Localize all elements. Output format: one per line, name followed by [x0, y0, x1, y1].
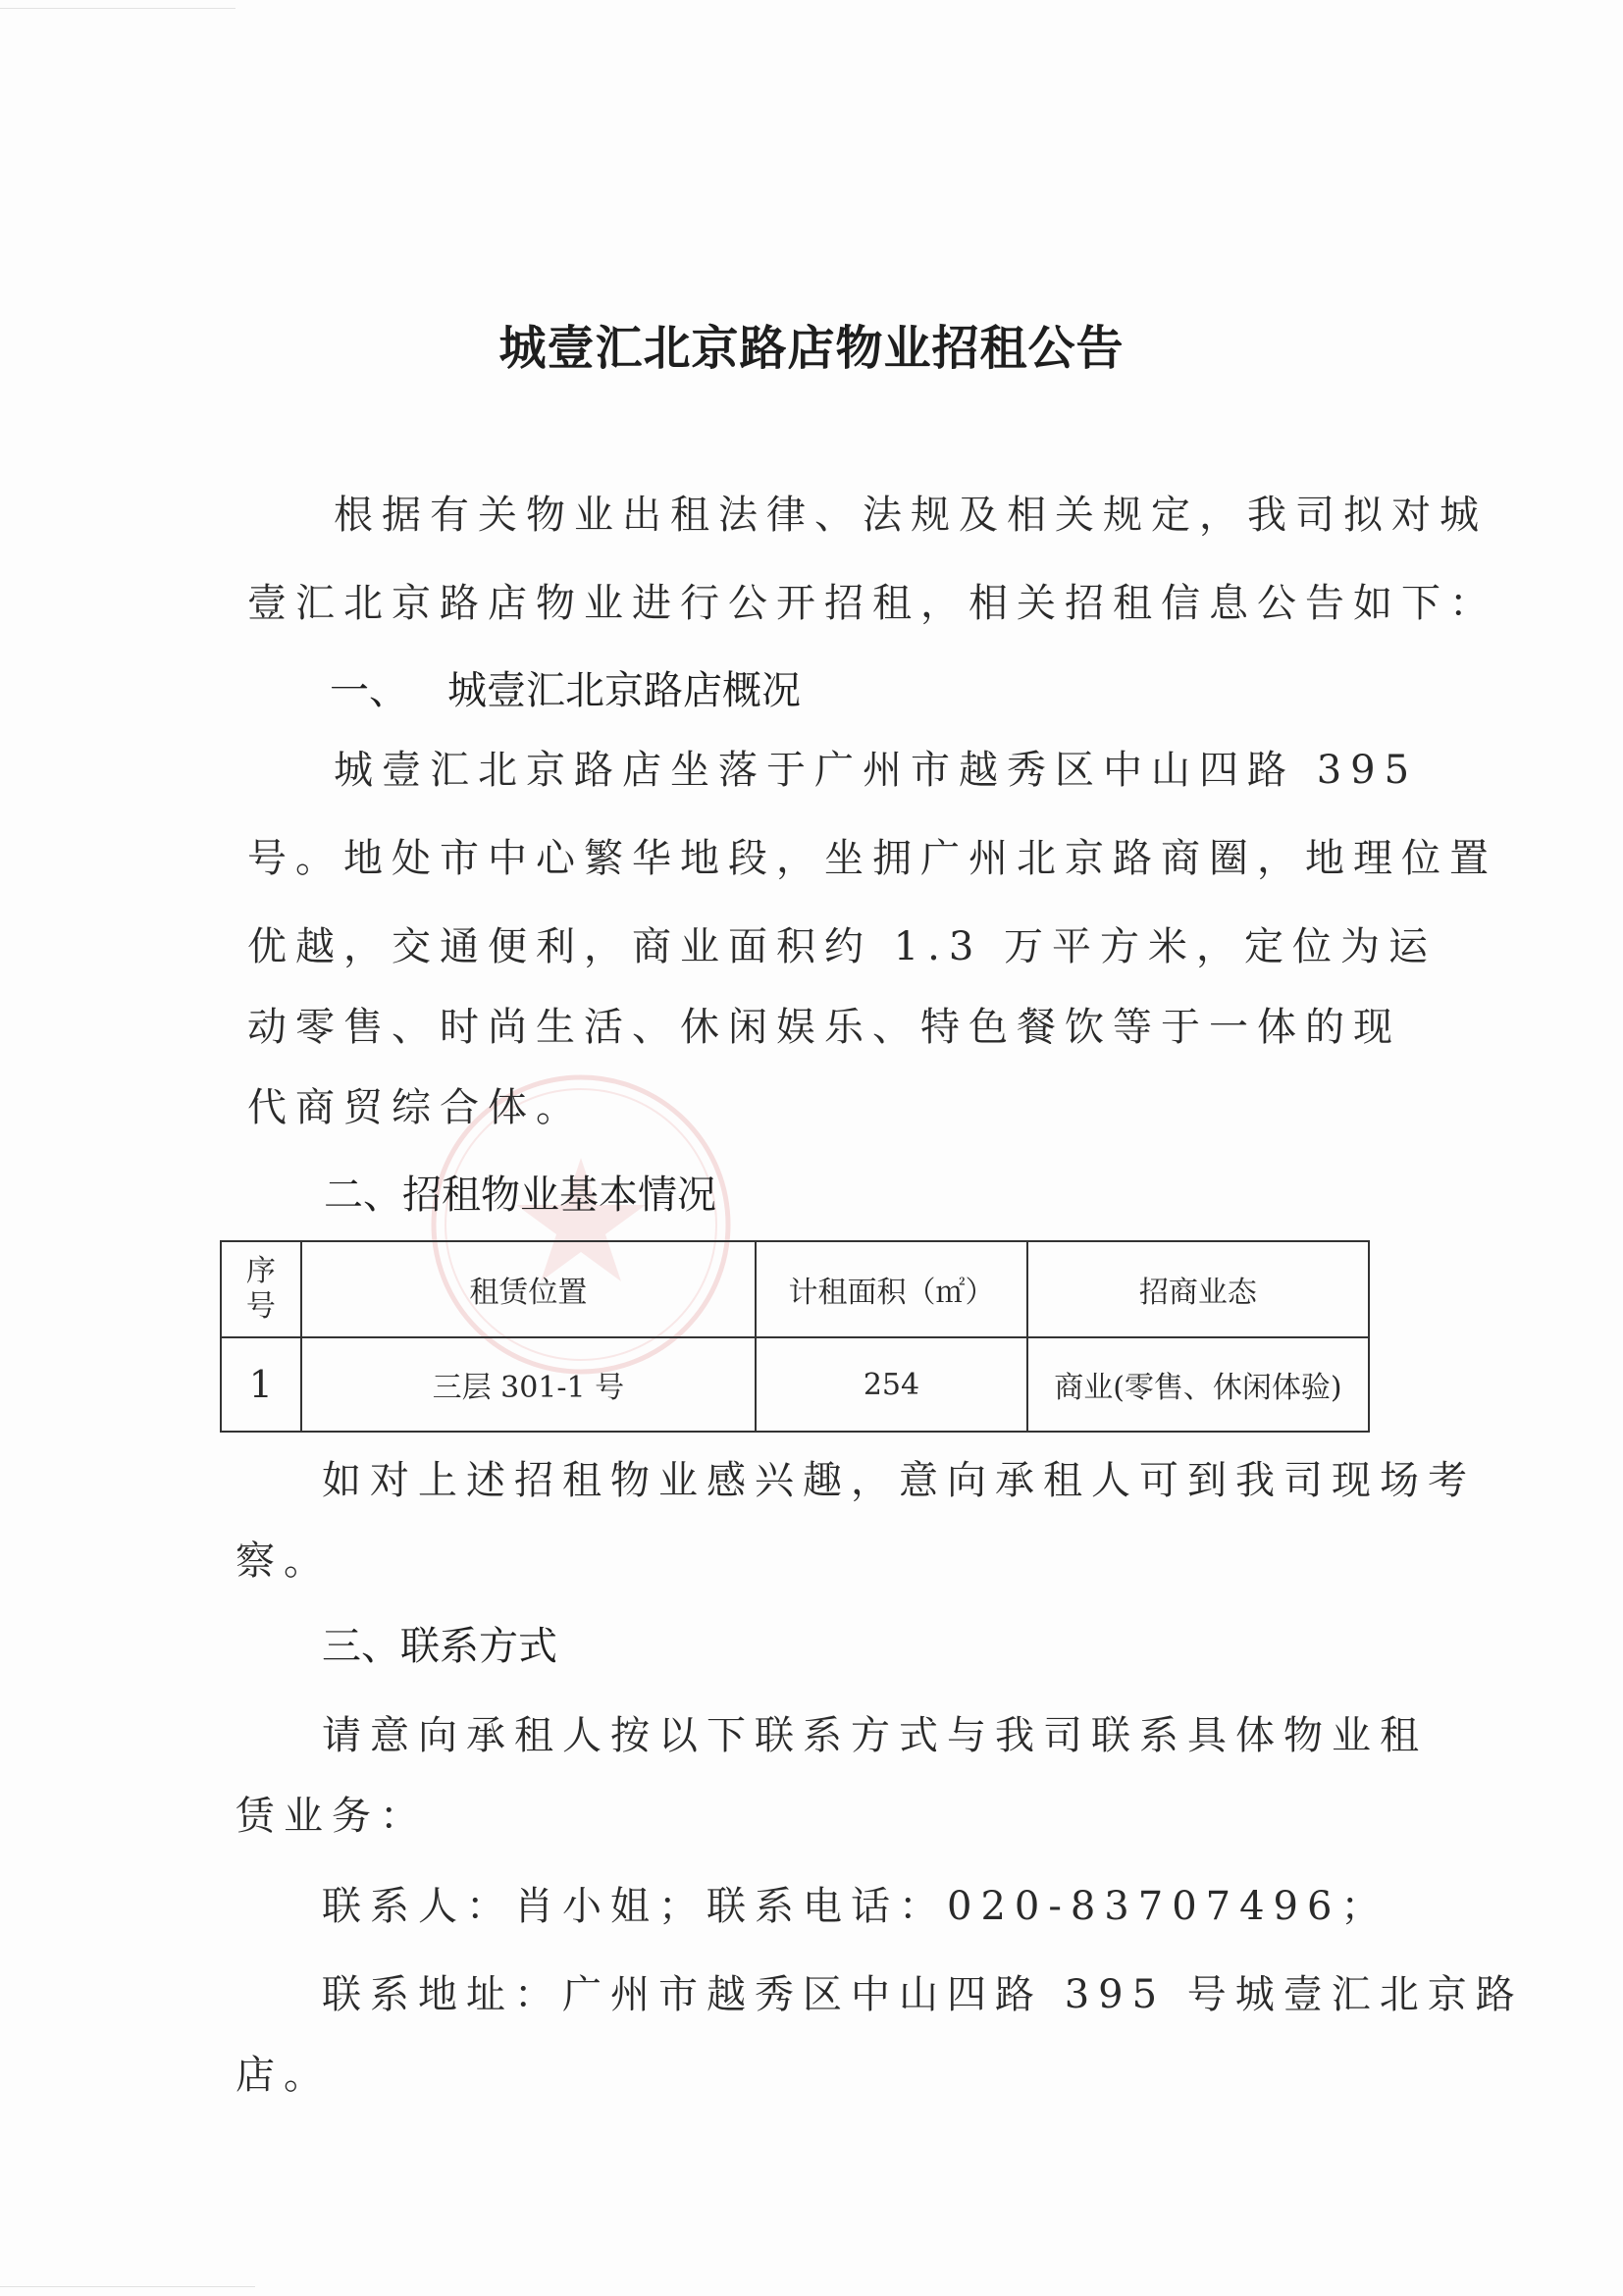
section-heading-property: 二、招租物业基本情况: [324, 1173, 716, 1218]
header-business-type: 招商业态: [1027, 1241, 1369, 1337]
header-area: 计租面积（㎡）: [756, 1241, 1027, 1337]
lease-property-table: [220, 1240, 1370, 1433]
table-row: [221, 1337, 1369, 1432]
overview-line: 号。地处市中心繁华地段，坐拥广州北京路商圈，地理位置: [247, 836, 1497, 881]
scan-edge-mark: [0, 8, 236, 9]
overview-line: 优越，交通便利，商业面积约 1.3 万平方米，定位为运: [247, 924, 1438, 969]
cell-location: 三层 301-1 号: [301, 1337, 756, 1432]
header-seq: 序号: [221, 1241, 301, 1337]
section-heading-overview: [330, 661, 801, 720]
interest-line: 察。: [236, 1539, 332, 1584]
notice-title: 城壹汇北京路店物业招租公告: [498, 321, 1125, 376]
section-number: 一、: [330, 668, 408, 713]
table-header-row: [221, 1241, 1369, 1337]
overview-line: 代商贸综合体。: [247, 1085, 584, 1130]
contact-person-line: 联系人：肖小姐；联系电话：020-83707496；: [322, 1884, 1389, 1929]
section-title: 城壹汇北京路店概况: [447, 668, 801, 713]
interest-line: 如对上述招租物业感兴趣，意向承租人可到我司现场考: [322, 1458, 1476, 1503]
contact-address-line: 店。: [236, 2053, 332, 2098]
contact-address-line: 联系地址：广州市越秀区中山四路 395 号城壹汇北京路: [322, 1972, 1524, 2017]
intro-line: 根据有关物业出租法律、法规及相关规定，我司拟对城: [334, 493, 1488, 538]
overview-line: 城壹汇北京路店坐落于广州市越秀区中山四路 395: [334, 748, 1419, 793]
cell-area: 254: [756, 1337, 1027, 1432]
overview-line: 动零售、时尚生活、休闲娱乐、特色餐饮等于一体的现: [247, 1005, 1401, 1050]
cell-business-type: 商业(零售、休闲体验): [1027, 1337, 1369, 1432]
cell-seq: 1: [221, 1337, 301, 1432]
contact-line: 赁业务：: [236, 1794, 428, 1839]
header-location: 租赁位置: [301, 1241, 756, 1337]
contact-line: 请意向承租人按以下联系方式与我司联系具体物业租: [322, 1713, 1428, 1758]
intro-line: 壹汇北京路店物业进行公开招租，相关招租信息公告如下：: [247, 581, 1497, 626]
scan-edge-mark: [0, 2286, 255, 2287]
section-heading-contact: 三、联系方式: [322, 1624, 557, 1669]
